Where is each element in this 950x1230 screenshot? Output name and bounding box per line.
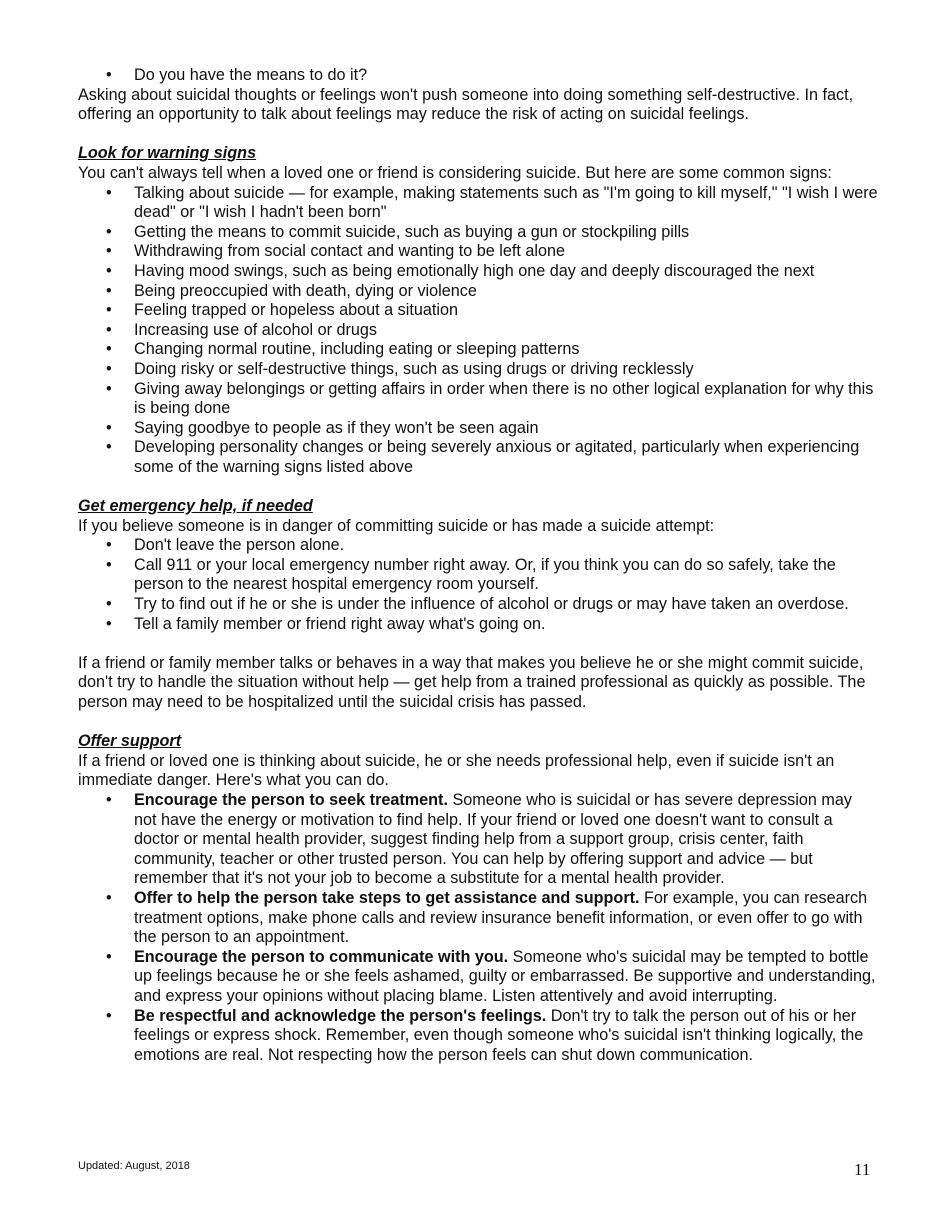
item-text: For example, you can research treatment options, make phone calls and review insurance benefit information, or even offer to go with the person to an appointment.: [134, 888, 868, 947]
item-lead: Be respectful and acknowledge the person's feelings.: [134, 1006, 547, 1025]
emergency-paragraph: If a friend or family member talks or behaves in a way that makes you believe he or she might commit suicide, don't try to handle the situation without help — get help from a trained professional as quickly as possible. The person may need to be hospitalized until the suicidal crisis has passed.: [78, 653, 866, 711]
list-item: • Tell a family member or friend right away what's going on.: [134, 615, 878, 635]
emergency-help-section: [78, 497, 878, 713]
section-intro: If you believe someone is in danger of committing suicide or has made a suicide attempt:: [78, 516, 715, 535]
list-item: • Having mood swings, such as being emotionally high one day and deeply discouraged the next: [134, 262, 878, 282]
list-item: • Try to find out if he or she is under the influence of alcohol or drugs or may have taken an overdose.: [134, 595, 878, 615]
list-item: • Giving away belongings or getting affairs in order when there is no other logical explanation for why this is being done: [134, 380, 878, 419]
list-item: • Feeling trapped or hopeless about a situation: [134, 301, 878, 321]
section-intro: You can't always tell when a loved one or friend is considering suicide. But here are some common signs:: [78, 163, 832, 182]
spacer: [78, 713, 878, 733]
item-lead: Offer to help the person take steps to get assistance and support.: [134, 888, 640, 907]
list-item: • Saying goodbye to people as if they won't be seen again: [134, 419, 878, 439]
offer-support-section: [78, 732, 878, 1065]
list-item: • Increasing use of alcohol or drugs: [134, 321, 878, 341]
list-item: • Withdrawing from social contact and wanting to be left alone: [134, 242, 878, 262]
list-item: • Being preoccupied with death, dying or violence: [134, 282, 878, 302]
support-list: [78, 791, 878, 1065]
list-item: • Doing risky or self-destructive things, such as using drugs or driving recklessly: [134, 360, 878, 380]
emergency-list: [78, 536, 878, 634]
list-item: • Changing normal routine, including eating or sleeping patterns: [134, 340, 878, 360]
list-item: [134, 1007, 878, 1066]
item-lead: Encourage the person to seek treatment.: [134, 790, 448, 809]
spacer: [78, 634, 878, 654]
list-item: • Do you have the means to do it?: [134, 66, 878, 86]
section-intro: If a friend or loved one is thinking about suicide, he or she needs professional help, even if suicide isn't an immediate danger. Here's what you can do.: [78, 751, 835, 790]
section-heading: Get emergency help, if needed: [78, 497, 313, 516]
item-text: Don't try to talk the person out of his or her feelings or express shock. Remember, even though someone who's suicidal isn't thinking logically, the emotions are real. Not respecting how the person feels can shut down communication.: [134, 1006, 864, 1064]
footer-updated-date: Updated: August, 2018: [78, 1160, 190, 1172]
list-item: • Call 911 or your local emergency number right away. Or, if you think you can do so safely, take the person to the nearest hospital emergency room yourself.: [134, 556, 878, 595]
warning-signs-list: [78, 184, 878, 478]
item-lead: Encourage the person to communicate with you.: [134, 947, 509, 966]
list-item: [134, 948, 878, 1007]
item-text: Someone who's suicidal may be tempted to bottle up feelings because he or she feels ashamed, guilty or embarrassed. Be supportive and understanding, and express your opinions without placing blame. Listen attentively and avoid interrupting.: [134, 947, 876, 1005]
intro-list: [78, 66, 878, 86]
intro-paragraph: Asking about suicidal thoughts or feelings won't push someone into doing something self-destructive. In fact, offering an opportunity to talk about feelings may reduce the risk of acting on suicidal feelings.: [78, 85, 854, 124]
page-number: 11: [854, 1160, 871, 1179]
warning-signs-section: [78, 144, 878, 477]
list-item: • Talking about suicide — for example, making statements such as "I'm going to kill myself," "I wish I were dead" or "I wish I hadn't been born": [134, 184, 878, 223]
list-item: • Developing personality changes or being severely anxious or agitated, particularly when experiencing some of the warning signs listed above: [134, 438, 878, 477]
list-item: • Getting the means to commit suicide, such as buying a gun or stockpiling pills: [134, 223, 878, 243]
spacer: [78, 125, 878, 145]
section-heading: Look for warning signs: [78, 144, 257, 163]
list-item: [134, 889, 878, 948]
list-item: • Don't leave the person alone.: [134, 536, 878, 556]
spacer: [78, 477, 878, 497]
item-text: Someone who is suicidal or has severe depression may not have the energy or motivation to find help. If your friend or loved one doesn't want to consult a doctor or mental health provider, suggest finding help from a support group, crisis center, faith community, teacher or other trusted person. You can help by offering support and advice — but remember that it's not your job to become a substitute for a mental health provider.: [134, 790, 852, 888]
list-item: [134, 791, 878, 889]
document-page: [78, 66, 878, 1065]
section-heading: Offer support: [78, 732, 182, 751]
